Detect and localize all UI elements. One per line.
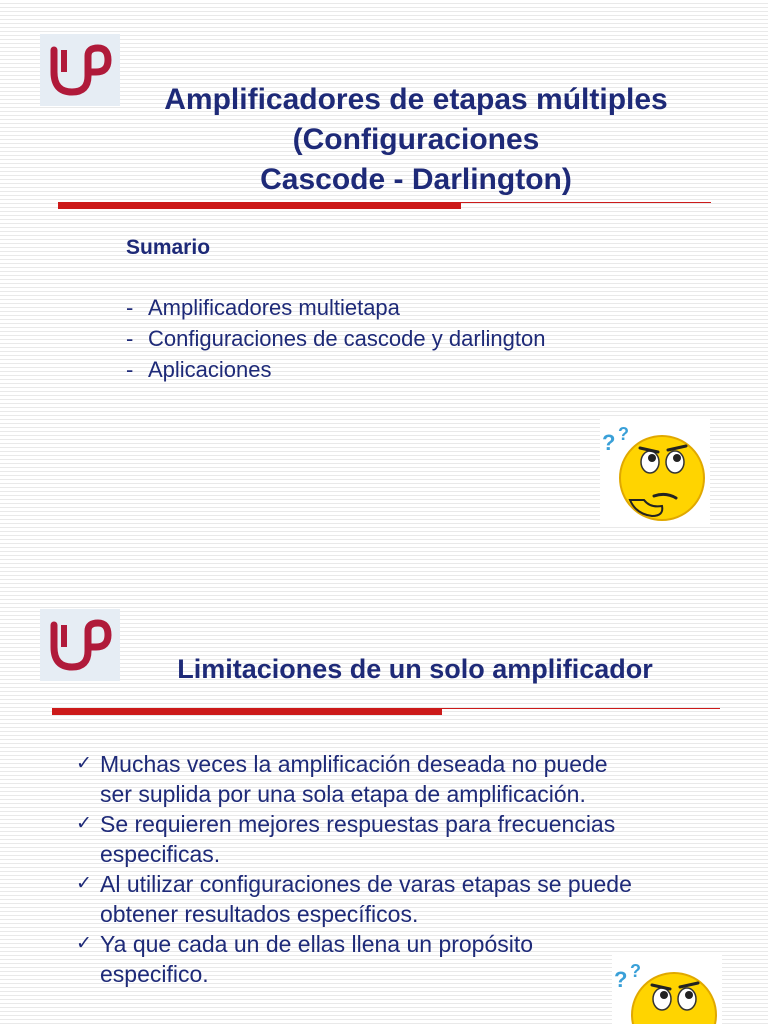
title-line: Cascode - Darlington) <box>260 163 572 196</box>
slide-title: Limitaciones de un solo amplificador <box>177 654 653 684</box>
list-item-text: Muchas veces la amplificación deseada no puede <box>100 751 608 777</box>
thinking-face-icon <box>612 953 722 1024</box>
list-item <box>74 749 694 809</box>
list-item-text: especifico. <box>100 961 209 987</box>
list-item <box>74 809 694 869</box>
slide-2 <box>0 575 768 1024</box>
list-item-text: Se requieren mejores respuestas para frecuencias <box>100 811 616 837</box>
title-line: (Configuraciones <box>292 123 540 156</box>
list-item: - Aplicaciones <box>126 357 272 382</box>
title-line: Amplificadores de etapas múltiples <box>164 83 668 116</box>
list-item <box>74 869 694 929</box>
utp-logo-icon <box>40 34 120 106</box>
list-item <box>74 929 694 989</box>
svg-text:?: ? <box>614 967 628 992</box>
slide-title <box>118 80 714 200</box>
list-item: - Amplificadores multietapa <box>126 295 400 320</box>
svg-text:?: ? <box>630 961 641 981</box>
accent-bar <box>52 708 442 715</box>
svg-text:?: ? <box>602 430 616 455</box>
list-item-text: obtener resultados específicos. <box>100 901 419 927</box>
divider-line <box>461 202 711 203</box>
list-item-text: Amplificadores multietapa <box>148 295 400 320</box>
checkmark-icon: ✓ <box>76 753 92 774</box>
list-item-text: Al utilizar configuraciones de varas etapas se puede <box>100 871 632 897</box>
summary-list <box>126 292 545 385</box>
checkmark-icon: ✓ <box>76 813 92 834</box>
checkmark-icon: ✓ <box>76 933 92 954</box>
summary-heading: Sumario <box>126 236 211 259</box>
list-item-text: Configuraciones de cascode y darlington <box>148 326 546 351</box>
list-item-text: ser suplida por una sola etapa de amplificación. <box>100 781 586 807</box>
checkmark-icon: ✓ <box>76 873 92 894</box>
divider-line <box>442 708 720 709</box>
accent-bar <box>58 202 461 209</box>
svg-text:?: ? <box>618 424 629 444</box>
list-item: - Configuraciones de cascode y darlington <box>126 326 546 351</box>
list-item-text: Ya que cada un de ellas llena un propósito <box>100 931 534 957</box>
thinking-face-icon <box>600 416 710 526</box>
list-item-text: Aplicaciones <box>148 357 272 382</box>
utp-logo-icon <box>40 609 120 681</box>
limitations-list <box>74 749 694 989</box>
list-item-text: especificas. <box>100 841 221 867</box>
